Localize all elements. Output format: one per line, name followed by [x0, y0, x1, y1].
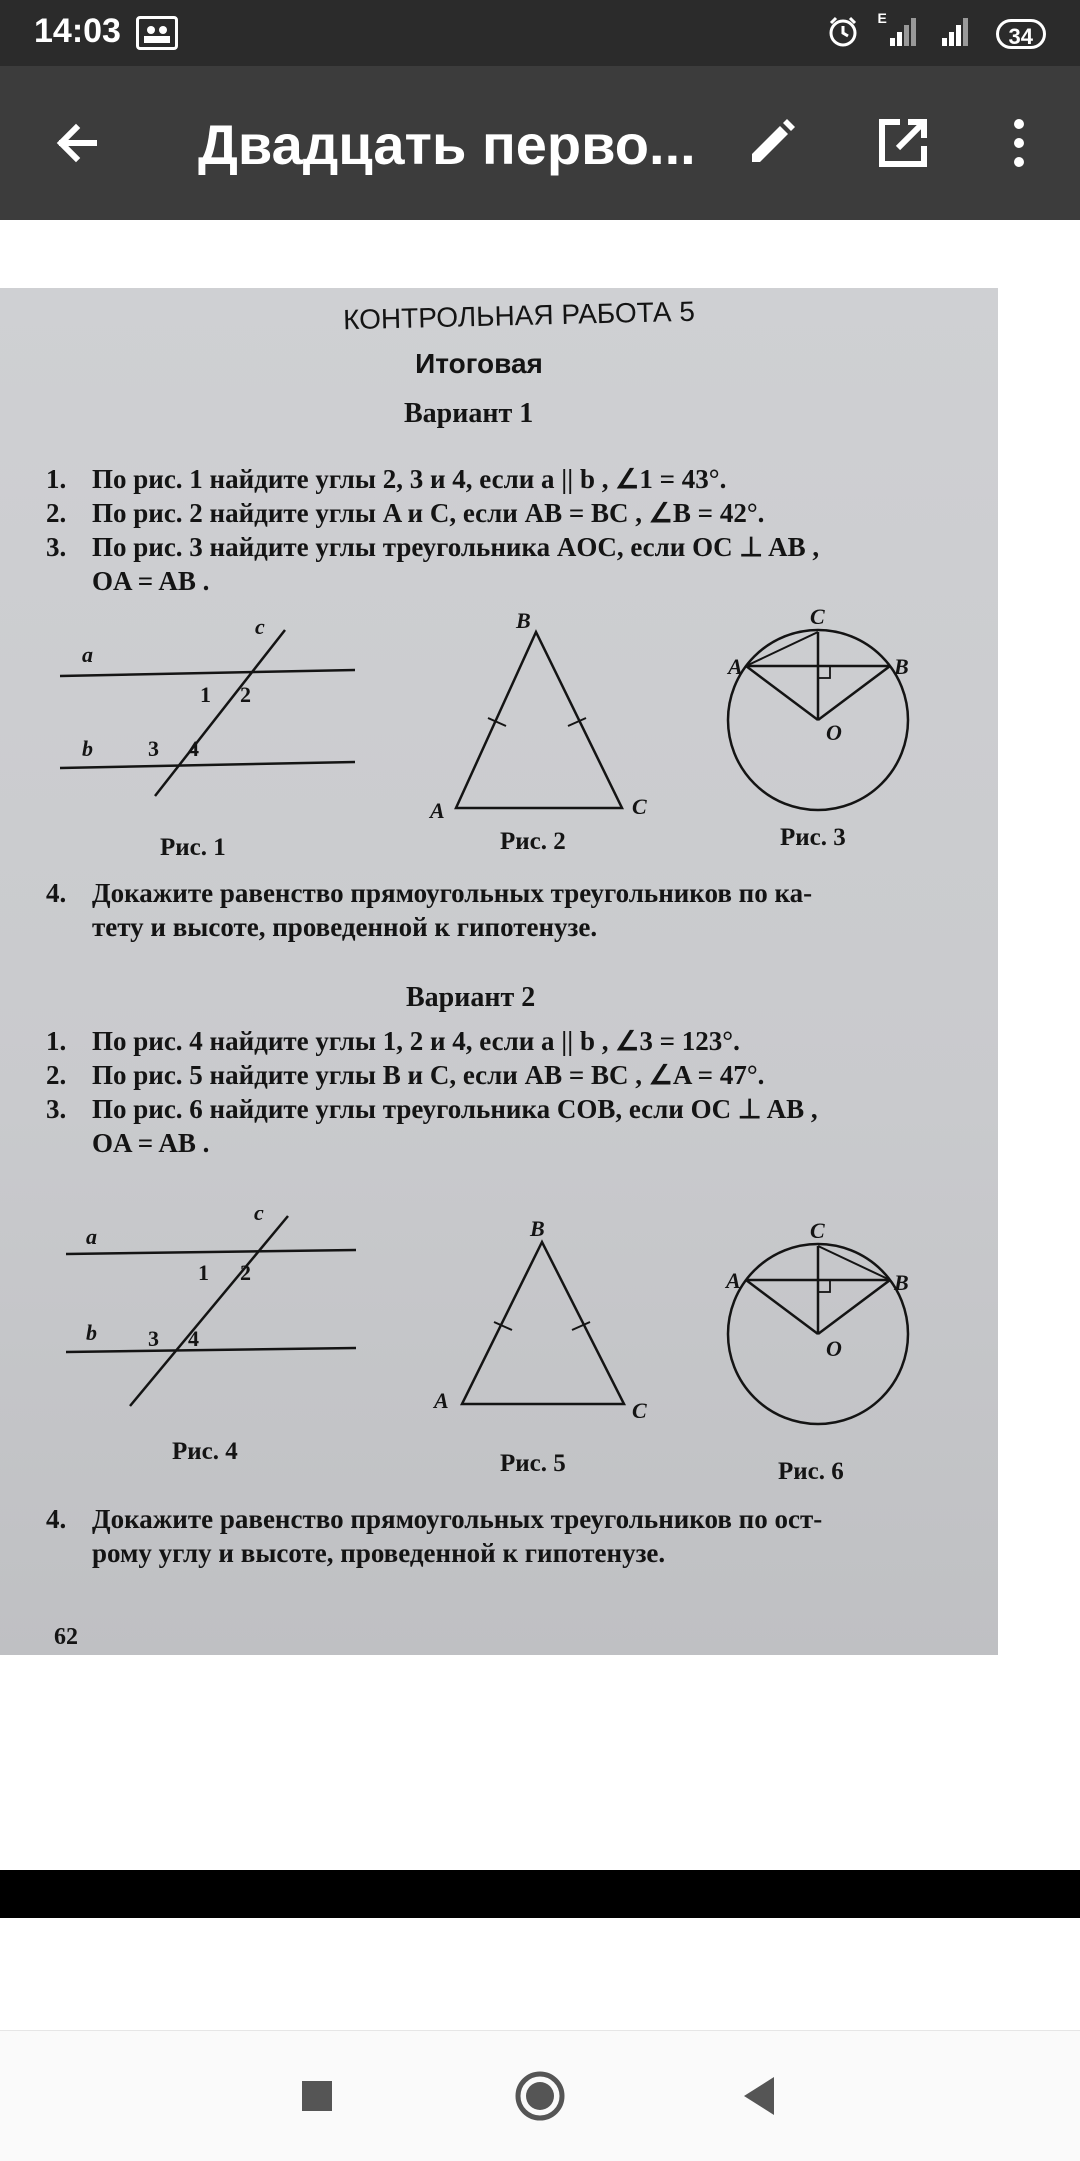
pencil-icon[interactable] [736, 108, 806, 178]
label-C: C [632, 794, 647, 819]
task-number: 1. [46, 1026, 67, 1056]
v1-task2 [46, 498, 764, 529]
label-2: 2 [240, 1260, 251, 1285]
v1-task4 [46, 878, 812, 909]
task-number: 2. [46, 1060, 67, 1090]
caption-fig4: Рис. 4 [172, 1438, 238, 1465]
task-text: По рис. 2 найдите углы A и C, если AB = BC , ∠B = 42°. [92, 498, 765, 528]
label-1: 1 [200, 682, 211, 707]
task-text: По рис. 1 найдите углы 2, 3 и 4, если a || b , ∠1 = 43°. [92, 464, 727, 494]
toolbar-title: Двадцать перво... [198, 113, 696, 176]
v2-task1 [46, 1026, 740, 1057]
v2-task3-cont: OA = AB . [92, 1128, 210, 1158]
label-C: C [632, 1398, 647, 1423]
task-number: 3. [46, 532, 67, 562]
v1-task4-cont: тету и высоте, проведенной к гипотенузе. [92, 912, 598, 942]
label-b: b [82, 736, 93, 761]
v1-task1 [46, 464, 726, 495]
v2-task4-cont: рому углу и высоте, проведенной к гипотенузе. [92, 1538, 666, 1568]
task-text: По рис. 6 найдите углы треугольника COB, если OC ⊥ AB , [92, 1094, 818, 1124]
label-c: c [255, 618, 265, 639]
v2-task4 [46, 1504, 822, 1535]
label-1: 1 [198, 1260, 209, 1285]
label-A: A [434, 1388, 449, 1413]
figure-1-parallel-lines [50, 618, 370, 798]
screen-divider [0, 1870, 1080, 1918]
v2-task2 [46, 1060, 764, 1091]
app-toolbar [0, 66, 1080, 220]
document-photo[interactable] [0, 288, 998, 1655]
v1-task3-cont: OA = AB . [92, 566, 210, 596]
triangle-back-icon[interactable] [726, 2061, 796, 2131]
more-vert-icon[interactable] [984, 108, 1054, 178]
caption-fig5: Рис. 5 [500, 1450, 566, 1477]
alarm-icon [826, 15, 860, 54]
label-B: B [894, 654, 909, 679]
label-4: 4 [188, 736, 199, 761]
network-type: E [877, 9, 887, 26]
caption-fig2: Рис. 2 [500, 828, 566, 855]
figure-4-parallel-lines [56, 1210, 376, 1410]
people-icon [136, 16, 178, 50]
status-bar [0, 0, 1080, 66]
label-3: 3 [148, 1326, 159, 1351]
page-header: КОНТРОЛЬНАЯ РАБОТА 5 [342, 295, 696, 336]
label-c: c [254, 1210, 264, 1225]
variant2-title: Вариант 2 [406, 982, 536, 1013]
page-subtitle: Итоговая [415, 348, 543, 379]
label-B: B [530, 1218, 545, 1241]
label-3: 3 [148, 736, 159, 761]
label-C: C [810, 604, 825, 629]
arrow-back-icon[interactable] [44, 108, 114, 178]
label-a: a [86, 1224, 97, 1249]
system-nav-bar [0, 2030, 1080, 2161]
task-text: Докажите равенство прямоугольных треугольников по ост- [92, 1504, 823, 1534]
label-A: A [728, 654, 743, 679]
caption-fig1: Рис. 1 [160, 834, 226, 861]
label-A: A [430, 798, 445, 823]
figure-5-triangle [414, 1218, 674, 1428]
label-a: a [82, 642, 93, 667]
label-2: 2 [240, 682, 251, 707]
figure-6-circle [716, 1200, 936, 1450]
task-number: 1. [46, 464, 67, 494]
task-number: 4. [46, 1504, 67, 1534]
task-number: 2. [46, 498, 67, 528]
battery-indicator: 34 [996, 19, 1046, 49]
label-b: b [86, 1320, 97, 1345]
label-B: B [894, 1270, 909, 1295]
label-4: 4 [188, 1326, 199, 1351]
task-text: Докажите равенство прямоугольных треугольников по ка- [92, 878, 813, 908]
textbook-page [0, 288, 998, 1655]
label-O: O [826, 1336, 842, 1361]
label-O: O [826, 720, 842, 745]
v1-task3 [46, 532, 819, 563]
figure-3-circle [718, 578, 938, 838]
square-icon[interactable] [282, 2061, 352, 2131]
label-B: B [516, 608, 531, 633]
signal-icon [936, 16, 980, 53]
caption-fig6: Рис. 6 [778, 1458, 844, 1485]
page-number: 62 [54, 1624, 78, 1650]
figure-2-triangle [410, 608, 670, 828]
task-text: По рис. 4 найдите углы 1, 2 и 4, если a || b , ∠3 = 123°. [92, 1026, 740, 1056]
task-text: По рис. 3 найдите углы треугольника AOC, если OC ⊥ AB , [92, 532, 820, 562]
status-time: 14:03 [34, 12, 121, 50]
task-number: 3. [46, 1094, 67, 1124]
signal-e-icon [876, 9, 920, 53]
label-A: A [726, 1268, 741, 1293]
task-text: По рис. 5 найдите углы B и C, если AB = BC , ∠A = 47°. [92, 1060, 765, 1090]
v2-task3 [46, 1094, 818, 1125]
caption-fig3: Рис. 3 [780, 824, 846, 851]
open-external-icon[interactable] [868, 108, 938, 178]
variant1-title: Вариант 1 [404, 398, 534, 429]
circle-icon[interactable] [505, 2061, 575, 2131]
label-C: C [810, 1218, 825, 1243]
task-number: 4. [46, 878, 67, 908]
